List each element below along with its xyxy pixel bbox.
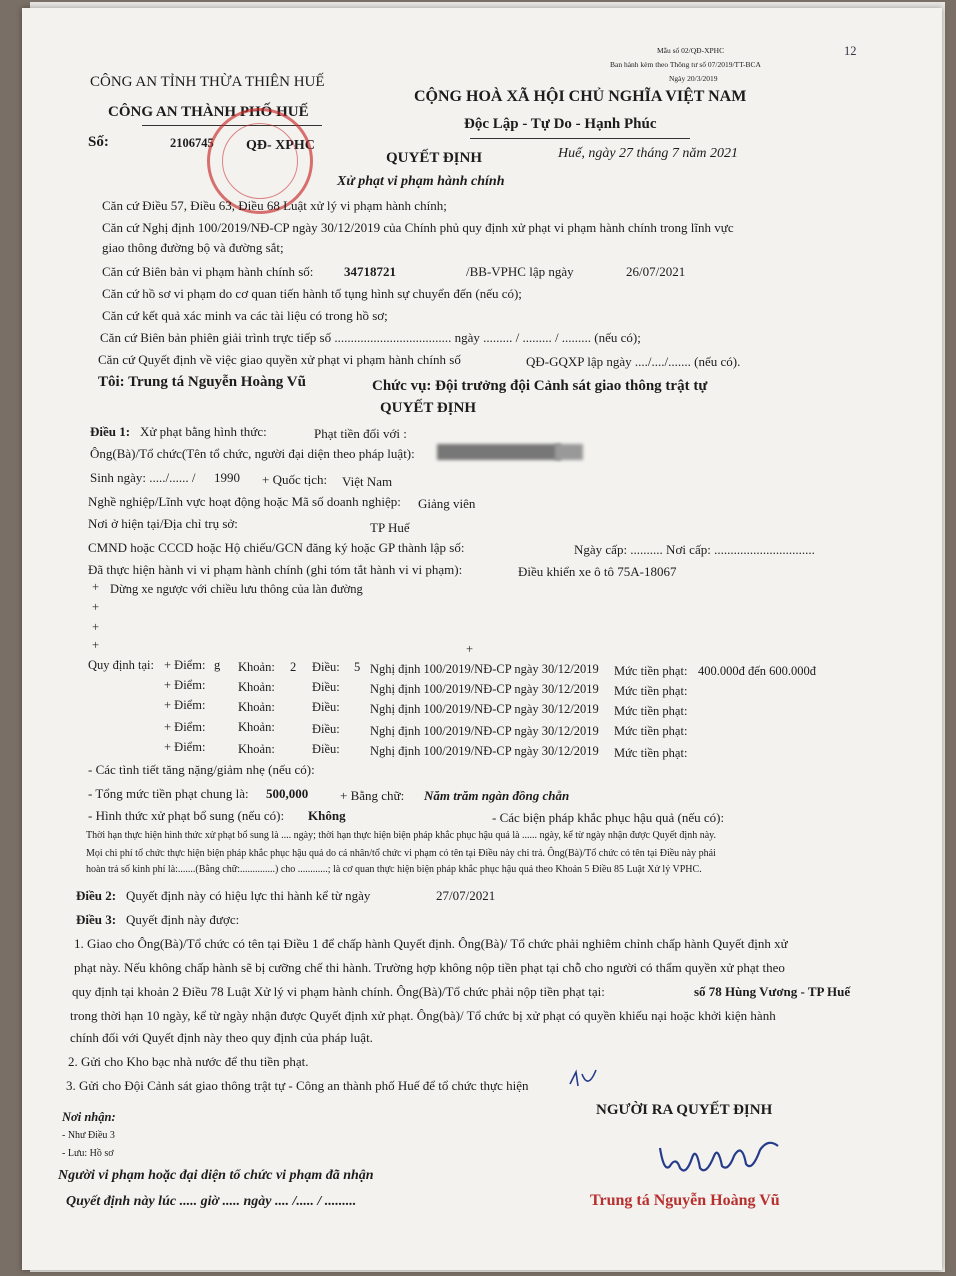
fine-level-label: Mức tiền phạt: xyxy=(614,746,688,760)
khoan-value: 2 xyxy=(290,660,297,674)
decree: Nghị định 100/2019/NĐ-CP ngày 30/12/2019 xyxy=(370,662,599,676)
diem-label: + Điểm: xyxy=(164,678,206,692)
plus: + xyxy=(92,580,100,594)
dieu-label: Điều: xyxy=(312,742,340,756)
note: Mọi chi phí tổ chức thực hiện biện pháp khắc phục hậu quả do cá nhân/tổ chức vi phạm có tên tại Điều này chi trả. Ông(Bà)/Tổ chức có tên tại Điều này phải xyxy=(86,848,716,859)
signer-name: Trung tá Nguyễn Hoàng Vũ xyxy=(590,1192,780,1209)
officer-line: Tôi: Trung tá Nguyễn Hoàng Vũ xyxy=(98,374,306,390)
id-issue: Ngày cấp: .......... Nơi cấp: ............................... xyxy=(574,542,815,557)
redacted-name xyxy=(437,444,561,460)
remedy: - Các biện pháp khắc phục hậu quả (nếu có): xyxy=(492,810,725,825)
payment-place: số 78 Hùng Vương - TP Huế xyxy=(694,984,851,999)
fine-level-label: Mức tiền phạt: xyxy=(614,684,688,698)
fine-level: 400.000đ đến 600.000đ xyxy=(698,664,817,678)
recipients-label: Nơi nhận: xyxy=(62,1110,116,1124)
diem-label: + Điểm: xyxy=(164,698,206,712)
form-issued: Ban hành kèm theo Thông tư số 07/2019/TT-BCA xyxy=(610,60,761,69)
nationality-label: + Quốc tịch: xyxy=(262,472,328,487)
decree: Nghị định 100/2019/NĐ-CP ngày 30/12/2019 xyxy=(370,702,599,716)
fine-level-label: Mức tiền phạt: xyxy=(614,724,688,738)
extra-penalty: Không xyxy=(308,808,346,823)
agency-name: CÔNG AN THÀNH PHỐ HUẾ xyxy=(108,104,309,120)
article3-line: 1. Giao cho Ông(Bà)/Tổ chức có tên tại Điều 1 để chấp hành Quyết định. Ông(Bà)/ Tổ chức phải nghiêm chỉnh chấp hành Quyết định xử xyxy=(74,936,788,951)
plus: + xyxy=(92,600,100,614)
article3-line: trong thời hạn 10 ngày, kể từ ngày nhận được Quyết định xử phạt. Ông(bà)/ Tổ chức bị xử phạt có quyền khiếu nại hoặc khởi kiện hành xyxy=(70,1008,776,1023)
country-name: CỘNG HOÀ XÃ HỘI CHỦ NGHĨA VIỆT NAM xyxy=(414,88,747,105)
decree: Nghị định 100/2019/NĐ-CP ngày 30/12/2019 xyxy=(370,682,599,696)
effective-date: 27/07/2021 xyxy=(436,888,496,903)
number-suffix: QĐ- XPHC xyxy=(246,138,315,153)
khoan-label: Khoản: xyxy=(238,720,275,734)
basis-line: Căn cứ Biên bản vi phạm hành chính số: xyxy=(102,264,314,279)
dob-label: Sinh ngày: ...../...... / xyxy=(90,470,196,485)
article2-text: Quyết định này có hiệu lực thi hành kể từ ngày xyxy=(126,888,371,903)
page-number: 12 xyxy=(844,44,857,58)
national-motto: Độc Lập - Tự Do - Hạnh Phúc xyxy=(464,116,657,132)
dieu-label: Điều: xyxy=(312,660,340,674)
place-date: Huế, ngày 27 tháng 7 năm 2021 xyxy=(558,146,739,161)
amount-words: Năm trăm ngàn đồng chẵn xyxy=(424,788,570,803)
article3-line: chính đối với Quyết định này theo quy định của pháp luật. xyxy=(70,1030,373,1045)
document-page xyxy=(22,8,942,1270)
basis-text: /BB-VPHC lập ngày xyxy=(466,264,574,279)
document-title: QUYẾT ĐỊNH xyxy=(386,150,482,166)
note: hoàn trả số kinh phí là:.......(Bằng chữ:..............) cho ............; là cơ quan thực hiện biện pháp khắc phục hậu quả theo Khoản 5 Điều 85 Luật Xử lý VPHC. xyxy=(86,864,702,875)
received-line: Quyết định này lúc ..... giờ ..... ngày .... /..... / ......... xyxy=(66,1194,357,1209)
total-label: - Tổng mức tiền phạt chung là: xyxy=(88,786,249,801)
decree: Nghị định 100/2019/NĐ-CP ngày 30/12/2019 xyxy=(370,744,599,758)
agency-parent: CÔNG AN TỈNH THỪA THIÊN HUẾ xyxy=(90,74,325,90)
rule-label: Quy định tại: xyxy=(88,658,154,672)
article3-text: Quyết định này được: xyxy=(126,912,240,927)
khoan-label: Khoản: xyxy=(238,742,275,756)
form-date: Ngày 20/3/2019 xyxy=(669,74,718,83)
dob-year: 1990 xyxy=(214,470,240,485)
job: Giảng viên xyxy=(418,496,476,511)
khoan-label: Khoản: xyxy=(238,700,275,714)
article3-line: 2. Gửi cho Kho bạc nhà nước để thu tiền phạt. xyxy=(68,1054,309,1069)
id-label: CMND hoặc CCCD hoặc Hộ chiếu/GCN đăng ký hoặc GP thành lập số: xyxy=(88,540,465,555)
form-code: Mẫu số 02/QĐ-XPHC xyxy=(657,46,725,55)
article3-head: Điều 3: xyxy=(76,912,117,927)
basis-line: Căn cứ kết quả xác minh va các tài liệu có trong hồ sơ; xyxy=(102,308,388,323)
note: Thời hạn thực hiện hình thức xử phạt bổ sung là .... ngày; thời hạn thực hiện biện pháp khắc phục hậu quả là ...... ngày, kể từ ngày nhận được Quyết định này. xyxy=(86,830,716,841)
decision-heading: QUYẾT ĐỊNH xyxy=(380,400,476,416)
diem-label: + Điểm: xyxy=(164,658,206,672)
decree: Nghị định 100/2019/NĐ-CP ngày 30/12/2019 xyxy=(370,724,599,738)
fine-target: Phạt tiền đối với : xyxy=(314,426,407,441)
motto-underline xyxy=(470,138,690,139)
person-label: Ông(Bà)/Tổ chức(Tên tổ chức, người đại diện theo pháp luật): xyxy=(90,446,415,461)
redacted-name xyxy=(555,444,583,460)
khoan-label: Khoản: xyxy=(238,660,275,674)
number-label: Số: xyxy=(88,134,109,150)
job-label: Nghề nghiệp/Lĩnh vực hoạt động hoặc Mã số doanh nghiệp: xyxy=(88,494,401,509)
signature xyxy=(652,1128,792,1188)
signer-title: NGƯỜI RA QUYẾT ĐỊNH xyxy=(596,1102,773,1118)
violation-detail: Dừng xe ngược với chiều lưu thông của làn đường xyxy=(110,582,363,596)
basis-line: Căn cứ hồ sơ vi phạm do cơ quan tiến hành tố tụng hình sự chuyển đến (nếu có); xyxy=(102,286,522,301)
basis-line: Căn cứ Quyết định về việc giao quyền xử phạt vi phạm hành chính số xyxy=(98,352,461,367)
handwritten-mark xyxy=(566,1064,606,1094)
khoan-label: Khoản: xyxy=(238,680,275,694)
report-number: 34718721 xyxy=(344,264,396,279)
article3-line: quy định tại khoản 2 Điều 78 Luật Xử lý vi phạm hành chính. Ông(Bà)/Tổ chức phải nộp tiền phạt tại: xyxy=(72,984,605,999)
basis-line: QĐ-GQXP lập ngày ..../..../....... (nếu có). xyxy=(526,354,741,369)
document-subtitle: Xử phạt vi phạm hành chính xyxy=(337,174,505,189)
received-line: Người vi phạm hoặc đại diện tổ chức vi phạm đã nhận xyxy=(58,1168,374,1183)
article2-head: Điều 2: xyxy=(76,888,117,903)
violation-act: Điều khiển xe ô tô 75A-18067 xyxy=(518,564,677,579)
extra-label: - Hình thức xử phạt bổ sung (nếu có): xyxy=(88,808,285,823)
article1-text: Xử phạt bằng hình thức: xyxy=(140,424,267,439)
basis-line: giao thông đường bộ và đường sắt; xyxy=(102,240,284,255)
dieu-label: Điều: xyxy=(312,722,340,736)
diem-label: + Điểm: xyxy=(164,740,206,754)
words-label: + Bằng chữ: xyxy=(340,788,405,803)
diem-label: + Điểm: xyxy=(164,720,206,734)
address: TP Huế xyxy=(370,520,410,535)
diem-value: g xyxy=(214,658,221,672)
plus: + xyxy=(466,642,474,656)
dieu-value: 5 xyxy=(354,660,361,674)
decision-number: 2106745 xyxy=(170,136,214,150)
article1-head: Điều 1: xyxy=(90,424,131,439)
aggravating: - Các tình tiết tăng nặng/giảm nhẹ (nếu có): xyxy=(88,762,315,777)
address-label: Nơi ở hiện tại/Địa chỉ trụ sở: xyxy=(88,516,238,531)
act-label: Đã thực hiện hành vi vi phạm hành chính (ghi tóm tắt hành vi vi phạm): xyxy=(88,562,463,577)
article3-line: phạt này. Nếu không chấp hành sẽ bị cưỡng chế thi hành. Trường hợp không nộp tiền phạt tại chỗ cho người có thẩm quyền xử phạt theo xyxy=(74,960,785,975)
fine-level-label: Mức tiền phạt: xyxy=(614,664,688,678)
basis-line: Căn cứ Điều 57, Điều 63, Điều 68 Luật xử lý vi phạm hành chính; xyxy=(102,198,447,213)
recipient: - Như Điều 3 xyxy=(62,1130,115,1141)
plus: + xyxy=(92,620,100,634)
total-amount: 500,000 xyxy=(266,786,309,801)
recipient: - Lưu: Hồ sơ xyxy=(62,1148,114,1159)
basis-line: Căn cứ Nghị định 100/2019/NĐ-CP ngày 30/12/2019 của Chính phủ quy định xử phạt vi phạm hành chính trong lĩnh vực xyxy=(102,220,734,235)
fine-level-label: Mức tiền phạt: xyxy=(614,704,688,718)
article3-line: 3. Gửi cho Đội Cảnh sát giao thông trật tự - Công an thành phố Huế để tổ chức thực hiện xyxy=(66,1078,529,1093)
plus: + xyxy=(92,638,100,652)
report-date: 26/07/2021 xyxy=(626,264,686,279)
dieu-label: Điều: xyxy=(312,700,340,714)
nationality: Việt Nam xyxy=(342,474,393,489)
basis-line: Căn cứ Biên bản phiên giải trình trực tiếp số .................................... ngày ......... / ......... / ......... (nếu có); xyxy=(100,330,641,345)
dieu-label: Điều: xyxy=(312,680,340,694)
officer-position: Chức vụ: Đội trưởng đội Cảnh sát giao thông trật tự xyxy=(372,378,708,394)
